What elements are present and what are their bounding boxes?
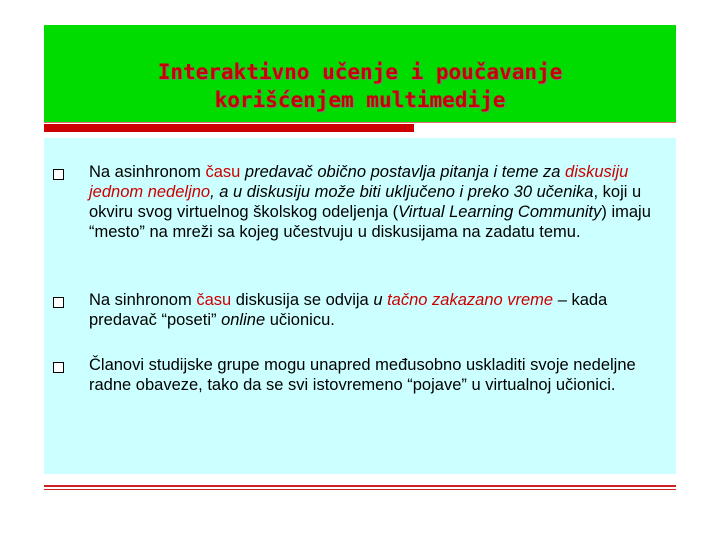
text-fragment: diskusiju jednom nedeljno (89, 163, 629, 201)
title-line-2: korišćenjem multimedije (214, 88, 506, 112)
text-fragment: diskusija se odvija (235, 291, 374, 309)
text-fragment: , koji u okviru svog virtuelnog školskog odeljenja ( (89, 183, 642, 221)
text-fragment: , a u diskusiju može biti uključeno i preko 30 učenika (210, 183, 594, 201)
square-bullet-icon (53, 169, 64, 180)
text-fragment: ) imaju “mesto” na mreži sa kojeg učestvuju u diskusijama na zadatu temu. (89, 203, 651, 241)
text-fragment: Na asinhronom (89, 163, 206, 181)
footer-rule-bottom (44, 489, 676, 490)
slide-title (44, 58, 676, 114)
bullet-text-1 (89, 162, 671, 242)
text-fragment: času (196, 291, 236, 309)
text-fragment: Virtual Learning Community (398, 203, 602, 221)
text-fragment: učionicu. (265, 311, 335, 329)
square-bullet-icon (53, 362, 64, 373)
text-fragment: online (221, 311, 266, 329)
text-fragment: tačno zakazano vreme (387, 291, 554, 309)
text-fragment: predavač obično postavlja pitanja i teme za (244, 163, 566, 181)
bullet-text-2 (89, 290, 671, 330)
title-line-1: Interaktivno učenje i poučavanje (157, 60, 563, 84)
bullet-text-3: Članovi studijske grupe mogu unapred međusobno uskladiti svoje nedeljne radne obaveze, tako da se svi istovremeno “pojave” u virtualnoj učionici. (89, 356, 636, 394)
title-divider-thin (44, 122, 676, 123)
text-fragment: – kada predavač “poseti” (89, 291, 608, 329)
footer-rule-top (44, 485, 676, 487)
text-fragment: u (373, 291, 388, 309)
title-divider-red (44, 124, 414, 132)
square-bullet-icon (53, 297, 64, 308)
text-fragment: času (205, 163, 245, 181)
text-fragment: Na sinhronom (89, 291, 197, 309)
